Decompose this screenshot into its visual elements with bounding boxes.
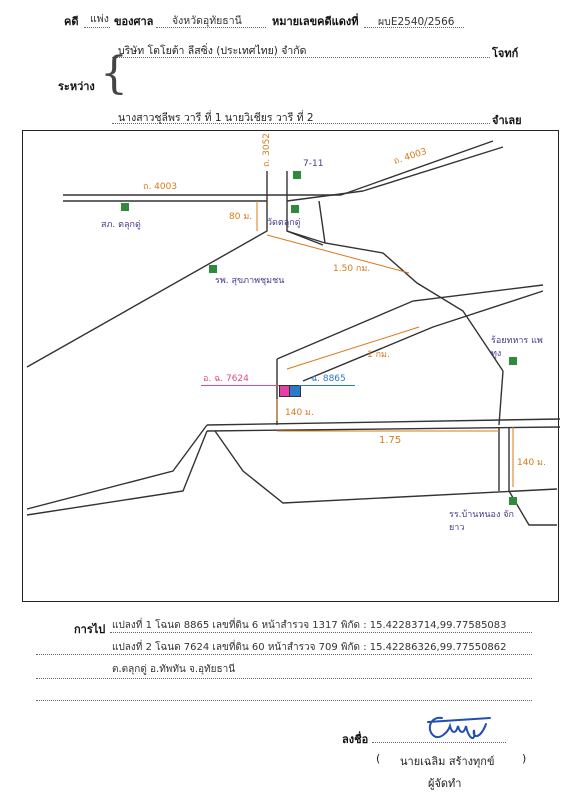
seven-eleven-label: 7-11 — [303, 159, 324, 169]
temple-marker — [291, 205, 299, 213]
distance-150: 1.50 กม. — [333, 264, 371, 274]
brace-symbol: { — [100, 48, 128, 99]
plot-8865-leader — [299, 385, 355, 386]
road-label-left: ถ. 4003 — [143, 182, 178, 192]
distance-80: 80 ม. — [229, 212, 253, 222]
between-label: ระหว่าง — [58, 80, 95, 93]
directions-line2: แปลงที่ 2 โฉนด 7624 เลขที่ดิน 60 หน้าสำรวจ 709 พิกัด : 15.42286326,99.77550862 — [112, 642, 507, 653]
distance-1km: 1 กม. — [367, 350, 390, 360]
temple-label: วัดตลุกดู่ — [267, 218, 301, 228]
case-type: แพ่ง — [90, 13, 109, 25]
location-map — [22, 130, 559, 602]
defendant-name: นางสาวชุลีพร วารี ที่ 1 นายวิเชียร วารี ที่ 2 — [118, 112, 314, 124]
school-south-label: รร.บ้านหนอง จักยาว — [449, 510, 514, 533]
court-value: จังหวัดอุทัยธานี — [172, 15, 242, 27]
plaintiff-name: บริษัท โตโยต้า ลีสซิ่ง (ประเทศไทย) จำกัด — [118, 45, 307, 57]
red-case-value: ผบE2540/2566 — [378, 16, 455, 28]
health-center-label: รพ. สุขภาพชุมชน — [215, 276, 285, 286]
directions-line1: แปลงที่ 1 โฉนด 8865 เลขที่ดิน 6 หน้าสำรวจ 1317 พิกัด : 15.42283714,99.77585083 — [112, 620, 507, 631]
plot-8865-marker[interactable] — [289, 385, 301, 397]
court-label: ของศาล — [114, 15, 154, 28]
defendant-role: จำเลย — [492, 114, 522, 127]
school-south-marker — [509, 497, 517, 505]
police-marker — [121, 203, 129, 211]
distance-140b: 140 ม. — [517, 458, 546, 468]
road-label-right: ถ. 4003 — [392, 146, 429, 167]
seven-eleven-marker — [293, 171, 301, 179]
red-case-label: หมายเลขคดีแดงที่ — [272, 15, 359, 28]
close-paren: ) — [522, 752, 527, 765]
open-paren: ( — [376, 752, 381, 765]
plaintiff-role: โจทก์ — [492, 47, 519, 60]
police-label: สภ. ตลุกดู่ — [101, 220, 141, 230]
health-center-marker — [209, 265, 217, 273]
road-label-vertical: ถ. 3052 — [262, 132, 273, 168]
plot-7624-leader — [201, 385, 279, 386]
plot-8865-label: ฉ. 8865 — [311, 374, 346, 384]
plot-7624-label: อ. ฉ. 7624 — [203, 374, 249, 384]
directions-label: การไป — [74, 623, 106, 636]
distance-175: 1.75 — [379, 435, 402, 446]
village-east-label: ร้อยทหาร แพทุง — [491, 336, 543, 359]
road-network — [27, 141, 560, 525]
signer-title: ผู้จัดทำ — [428, 777, 462, 790]
case-label: คดี — [64, 15, 79, 28]
directions-line3: ต.ตลุกดู่ อ.ทัพทัน จ.อุทัยธานี — [112, 664, 236, 675]
sign-label: ลงชื่อ — [342, 733, 369, 746]
signer-name: นายเฉลิม สร้างทุกข์ — [400, 755, 495, 768]
distance-140a: 140 ม. — [285, 408, 314, 418]
